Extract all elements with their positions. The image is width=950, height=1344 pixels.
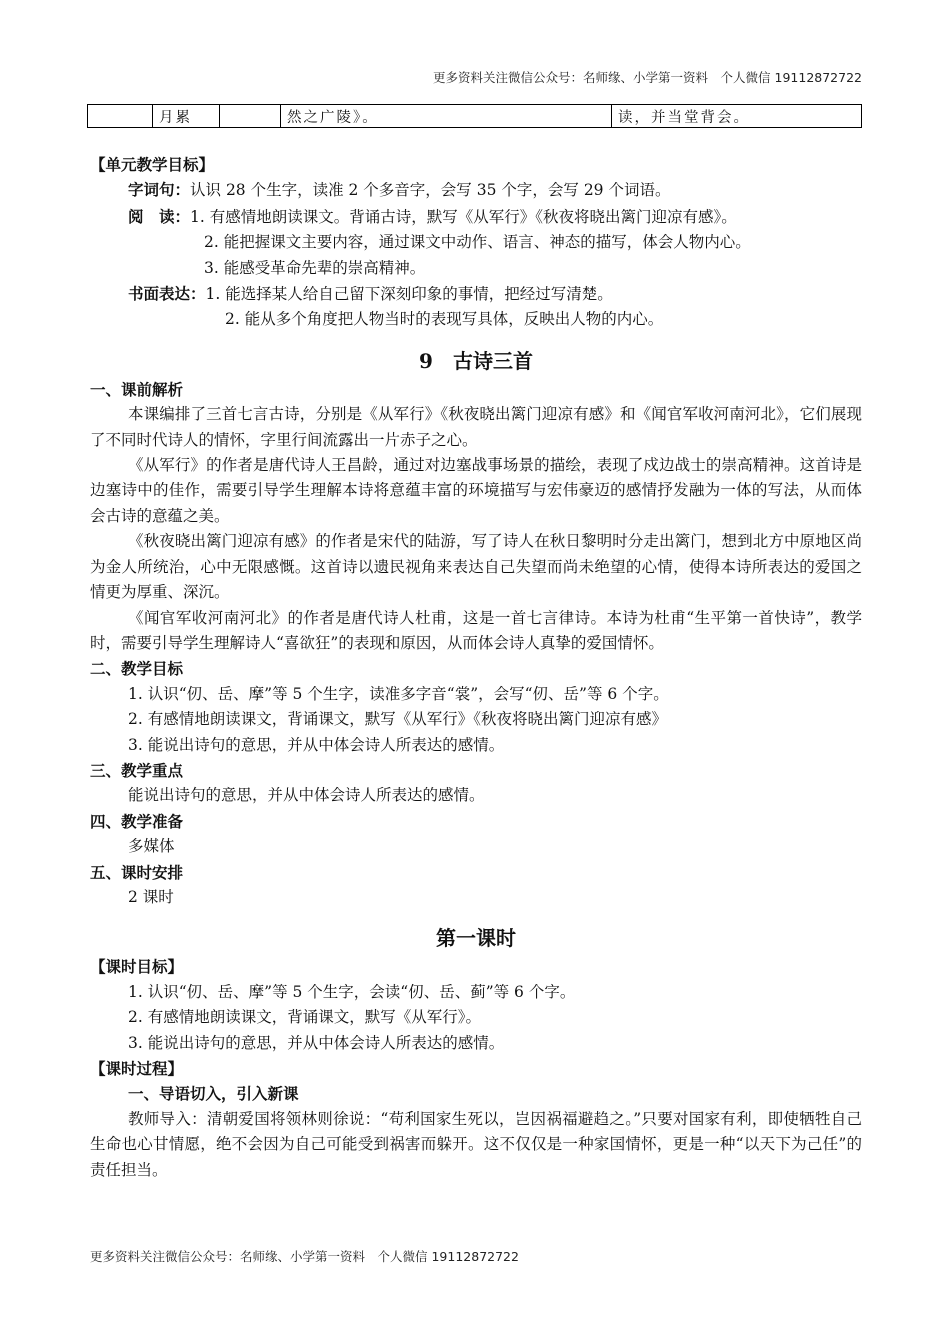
page-header: 更多资料关注微信公众号：名师缘、小学第一资料 个人微信 19112872722 — [433, 70, 862, 85]
period-goals-heading: 【课时目标】 — [90, 957, 184, 977]
paragraph: 教师导入：清朝爱国将领林则徐说：“苟利国家生死以，岂因祸福避趋之。”只要对国家有利，即使牺牲自己生命也心甘情愿，绝不会因为自己可能受到祸害而躲开。这不仅仅是一种家国情怀，更是一种“以天下为己任”的责任担当。 — [90, 1109, 862, 1179]
reading-item: 3. 能感受革命先辈的崇高精神。 — [204, 258, 426, 277]
list-item: 1. 认识“仞、岳、摩”等 5 个生字，读准多字音“裳”，会写“仞、岳”等 6 个字。 — [128, 684, 669, 703]
document-body — [90, 152, 862, 1183]
process-heading: 【课时过程】 — [90, 1059, 184, 1078]
table-cell — [220, 105, 281, 128]
section-text: 2 课时 — [128, 887, 174, 906]
table-cell — [88, 105, 153, 128]
paragraph: 《从军行》的作者是唐代诗人王昌龄，通过对边塞战事场景的描绘，表现了戍边战士的崇高精神。这首诗是边塞诗中的佳作，需要引导学生理解本诗将意蕴丰富的环境描写与宏伟豪迈的感情抒发融为一体的写法，从而体会古诗的意蕴之美。 — [90, 456, 862, 525]
page-footer: 更多资料关注微信公众号：名师缘、小学第一资料 个人微信 19112872722 — [90, 1249, 519, 1264]
list-item: 2. 有感情地朗读课文，背诵课文，默写《从军行》。 — [128, 1008, 481, 1027]
period-title: 第一课时 — [436, 926, 516, 951]
paragraph: 《闻官军收河南河北》的作者是唐代诗人杜甫，这是一首七言律诗。本诗为杜甫“生平第一首快诗”，教学时，需要引导学生理解诗人“喜欲狂”的表现和原因，从而体会诗人真挚的爱国情怀。 — [90, 608, 862, 652]
list-item: 3. 能说出诗句的意思，并从中体会诗人所表达的感情。 — [128, 1033, 505, 1052]
table-row — [88, 105, 862, 128]
paragraph: 《秋夜晓出篱门迎凉有感》的作者是宋代的陆游，写了诗人在秋日黎明时分走出篱门，想到北方中原地区尚为金人所统治，心中无限感慨。这首诗以遗民视角来表达自己失望而尚未绝望的心情，使得本诗所表达的爱国之情更为厚重、深沉。 — [90, 532, 862, 602]
section-heading: 四、教学准备 — [90, 811, 184, 831]
reading-item: 1. 有感情地朗读课文。背诵古诗，默写《从军行》《秋夜将晓出篱门迎凉有感》。 — [190, 207, 737, 226]
section-heading: 二、教学目标 — [90, 659, 184, 679]
words-label: 字词句： — [128, 180, 191, 200]
writing-label: 书面表达： — [128, 284, 206, 304]
reading-item: 2. 能把握课文主要内容，通过课文中动作、语言、神态的描写，体会人物内心。 — [204, 233, 751, 252]
writing-item: 2. 能从多个角度把人物当时的表现写具体，反映出人物的内心。 — [225, 310, 664, 329]
reading-label: 阅 读： — [128, 206, 191, 226]
unit-goals-heading: 【单元教学目标】 — [90, 155, 215, 174]
table-cell: 读，并当堂背会。 — [612, 105, 862, 128]
writing-item: 1. 能选择某人给自己留下深刻印象的事情，把经过写清楚。 — [205, 285, 613, 304]
list-item: 2. 有感情地朗读课文，背诵课文，默写《从军行》《秋夜将晓出篱门迎凉有感》 — [128, 710, 667, 729]
list-item: 3. 能说出诗句的意思，并从中体会诗人所表达的感情。 — [128, 735, 505, 754]
words-text: 认识 28 个生字，读准 2 个多音字，会写 35 个字，会写 29 个词语。 — [190, 181, 671, 200]
paragraph: 本课编排了三首七言古诗，分别是《从军行》《秋夜晓出篱门迎凉有感》和《闻官军收河南河北》，它们展现了不同时代诗人的情怀，字里行间流露出一片赤子之心。 — [90, 405, 862, 449]
lesson-title: 9 古诗三首 — [419, 348, 533, 373]
section-text: 多媒体 — [128, 837, 175, 856]
table-cell: 月累 — [153, 105, 220, 128]
list-item: 1. 认识“仞、岳、摩”等 5 个生字，会读“仞、岳、蓟”等 6 个字。 — [128, 982, 576, 1001]
section-text: 能说出诗句的意思，并从中体会诗人所表达的感情。 — [128, 786, 485, 805]
process-subheading: 一、导语切入，引入新课 — [128, 1084, 299, 1104]
section-heading: 三、教学重点 — [90, 760, 184, 780]
table-cell: 然之广陵》。 — [281, 105, 612, 128]
top-table — [87, 104, 862, 128]
section-heading: 五、课时安排 — [90, 862, 184, 882]
section-heading: 一、课前解析 — [90, 379, 184, 399]
